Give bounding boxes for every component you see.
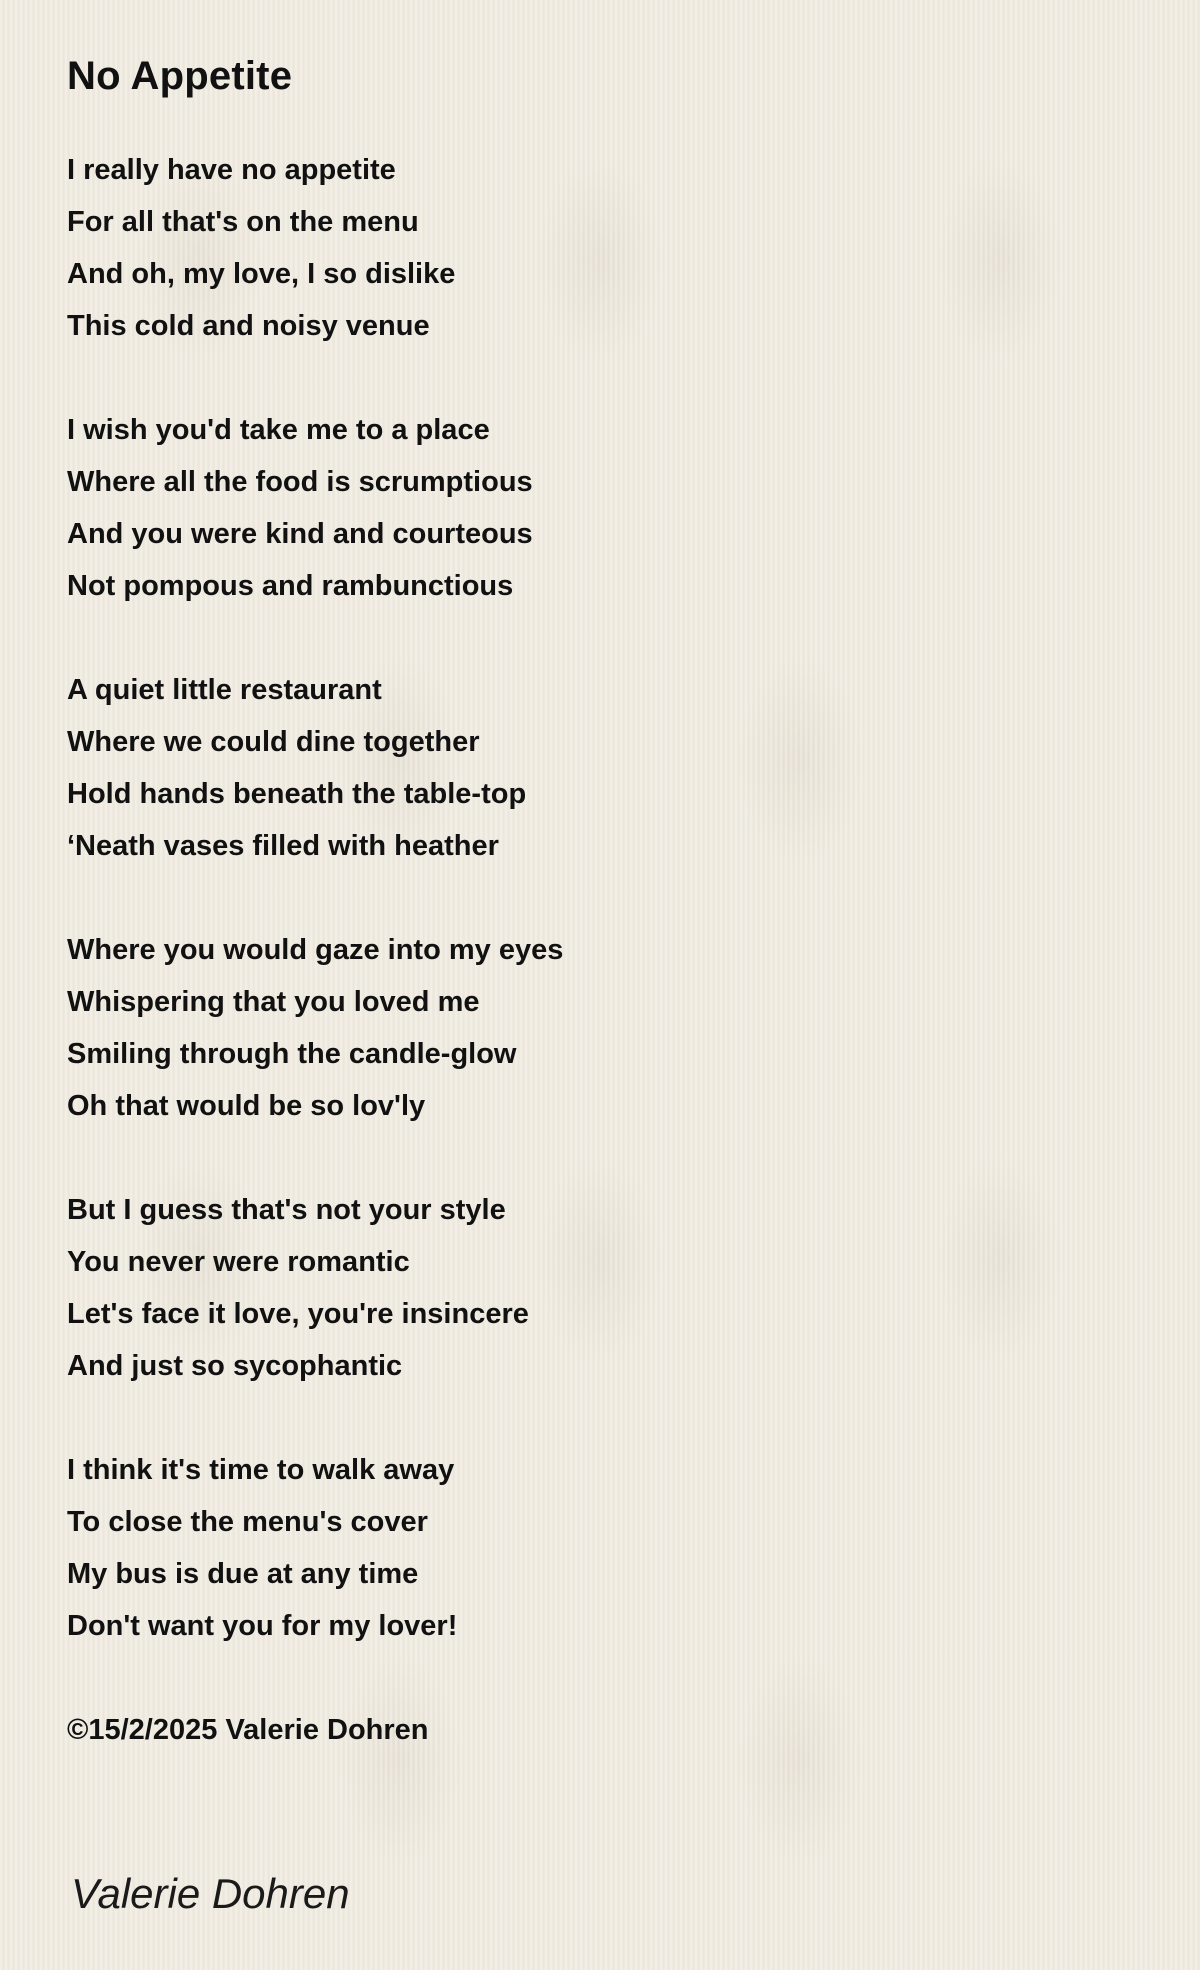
poem-line: Don't want you for my lover! bbox=[67, 1610, 458, 1642]
poem-line: ‘Neath vases filled with heather bbox=[67, 830, 499, 862]
author-signature: Valerie Dohren bbox=[71, 1870, 350, 1917]
poem-line: But I guess that's not your style bbox=[67, 1194, 506, 1226]
poem-page bbox=[67, 0, 1167, 1756]
poem-line: Where all the food is scrumptious bbox=[67, 466, 533, 498]
poem-line: This cold and noisy venue bbox=[67, 310, 430, 342]
stanza-5 bbox=[67, 1184, 1167, 1392]
poem-line: My bus is due at any time bbox=[67, 1558, 419, 1590]
stanza-2 bbox=[67, 404, 1167, 612]
stanza-6 bbox=[67, 1444, 1167, 1652]
poem-body bbox=[67, 144, 1167, 1756]
poem-line: Whispering that you loved me bbox=[67, 986, 480, 1018]
stanza-4 bbox=[67, 924, 1167, 1132]
poem-line: For all that's on the menu bbox=[67, 206, 419, 238]
poem-line: Where we could dine together bbox=[67, 726, 480, 758]
poem-line: Oh that would be so lov'ly bbox=[67, 1090, 426, 1122]
poem-line: Smiling through the candle-glow bbox=[67, 1038, 517, 1070]
poem-line: I really have no appetite bbox=[67, 154, 396, 186]
stanza-1 bbox=[67, 144, 1167, 352]
poem-title: No Appetite bbox=[67, 54, 293, 98]
poem-line: To close the menu's cover bbox=[67, 1506, 428, 1538]
poem-line: A quiet little restaurant bbox=[67, 674, 382, 706]
poem-line: I think it's time to walk away bbox=[67, 1454, 455, 1486]
copyright-notice: ©15/2/2025 Valerie Dohren bbox=[67, 1714, 429, 1746]
poem-line: And oh, my love, I so dislike bbox=[67, 258, 456, 290]
poem-line: And you were kind and courteous bbox=[67, 518, 533, 550]
stanza-3 bbox=[67, 664, 1167, 872]
poem-line: I wish you'd take me to a place bbox=[67, 414, 490, 446]
poem-line: Where you would gaze into my eyes bbox=[67, 934, 564, 966]
poem-line: You never were romantic bbox=[67, 1246, 410, 1278]
poem-line: Let's face it love, you're insincere bbox=[67, 1298, 529, 1330]
poem-line: And just so sycophantic bbox=[67, 1350, 403, 1382]
poem-line: Not pompous and rambunctious bbox=[67, 570, 514, 602]
poem-line: Hold hands beneath the table-top bbox=[67, 778, 527, 810]
